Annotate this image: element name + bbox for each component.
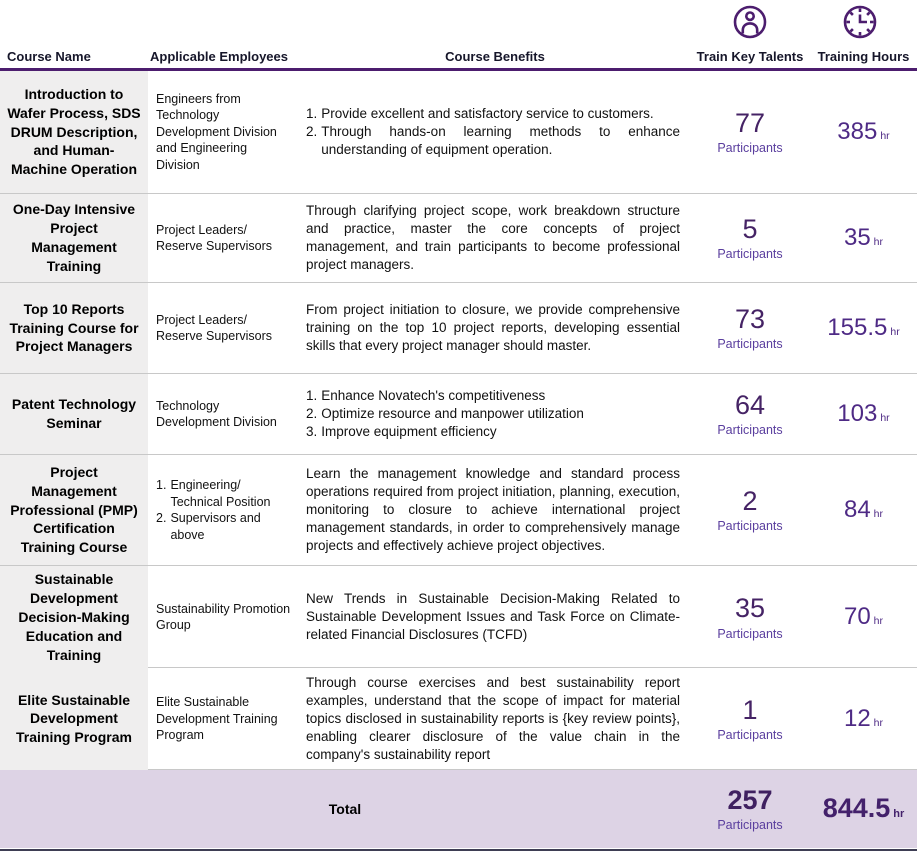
course-name-cell (0, 374, 148, 454)
participants-cell (690, 194, 810, 282)
total-hours-cell (810, 770, 917, 848)
course-name: Project Management Professional (PMP) Certification Training Course (10, 463, 138, 556)
course-name: Sustainable Development Decision-Making Education and Training (18, 571, 130, 663)
hours-group (844, 225, 883, 251)
table-row (0, 566, 917, 668)
person-icon (732, 4, 768, 40)
hours-unit: hr (890, 325, 900, 338)
participants-value: 73 (734, 303, 766, 334)
hours-group (844, 604, 883, 630)
training-hours-cell (810, 374, 917, 454)
applicable-employees-cell (148, 668, 300, 770)
participants-value: 64 (734, 389, 766, 420)
hours-value: 103 (837, 399, 878, 427)
hours-unit: hr (880, 129, 890, 142)
text-block: Engineers from Technology Development Division and Engineering Division (156, 91, 277, 172)
course-name-cell (0, 566, 148, 668)
participants-label: Participants (717, 247, 783, 262)
course-benefits-cell (300, 194, 690, 282)
hours-unit: hr (873, 235, 884, 248)
course-benefits-cell (300, 566, 690, 668)
column-header-applicable-employees: Applicable Employees (150, 48, 288, 64)
training-hours-cell (810, 455, 917, 565)
course-name: Patent Technology Seminar (11, 396, 137, 431)
applicable-employees-cell (148, 194, 300, 282)
participants-cell (690, 283, 810, 373)
course-name-cell (0, 283, 148, 373)
text-block: Through clarifying project scope, work breakdown structure and practice, master the core concepts of project management, and train participants to become professional project managers. (306, 203, 680, 272)
participants-label: Participants (717, 728, 783, 743)
hours-unit: hr (873, 507, 884, 520)
hours-unit: hr (880, 411, 890, 424)
course-benefits-cell (300, 455, 690, 565)
applicable-employees-cell (148, 374, 300, 454)
column-header-training-hours: Training Hours (817, 48, 910, 64)
total-label: Total (328, 801, 362, 817)
course-name-cell (0, 194, 148, 282)
hours-unit: hr (873, 615, 884, 628)
participants-value: 2 (742, 485, 758, 516)
table-body (0, 71, 917, 770)
total-row (0, 770, 917, 848)
column-header-train-key-talents: Train Key Talents (696, 48, 804, 64)
numbered-item: 1. Enhance Novatech's competitiveness (306, 388, 546, 404)
training-hours-cell (810, 566, 917, 668)
participants-cell (690, 455, 810, 565)
participants-label: Participants (717, 337, 783, 352)
text-block: Technology Development Division (156, 398, 277, 429)
table-row (0, 283, 917, 374)
participants-cell (690, 71, 810, 193)
participants-value: 77 (734, 107, 766, 138)
hours-group (827, 315, 899, 341)
participants-value: 35 (734, 592, 766, 623)
total-hours-group (823, 794, 905, 824)
numbered-item: 1. Provide excellent and satisfactory service to customers. (306, 106, 654, 122)
participants-label: Participants (717, 423, 783, 438)
numbered-item: 3. Improve equipment efficiency (306, 423, 497, 439)
applicable-employees-cell (148, 283, 300, 373)
hours-value: 35 (843, 223, 871, 251)
text-block: Sustainability Promotion Group (156, 601, 291, 633)
total-hours-unit: hr (893, 808, 905, 821)
text-block: New Trends in Sustainable Decision-Making Related to Sustainable Development Issues and Task Force on Climate-related Financial Disclosures (TCFD) (306, 591, 680, 643)
hours-value: 155.5 (827, 313, 888, 341)
hours-value: 84 (843, 495, 871, 523)
course-name: Top 10 Reports Training Course for Project Managers (9, 300, 139, 355)
course-benefits-cell (300, 374, 690, 454)
course-name-cell (0, 455, 148, 565)
training-hours-cell (810, 194, 917, 282)
course-name: Elite Sustainable Development Training Program (16, 691, 132, 746)
course-name-cell (0, 668, 148, 770)
hours-value: 70 (843, 603, 871, 631)
total-participants-cell (690, 770, 810, 848)
table-row (0, 374, 917, 455)
hours-group (837, 119, 889, 145)
table-row (0, 455, 917, 566)
column-header-course-benefits: Course Benefits (445, 48, 545, 64)
hours-group (844, 706, 883, 732)
training-hours-cell (810, 71, 917, 193)
participants-label: Participants (717, 626, 783, 641)
hours-unit: hr (873, 716, 884, 729)
table-row (0, 668, 917, 770)
column-header-course-name: Course Name (7, 48, 91, 64)
text-block: Project Leaders/ Reserve Supervisors (156, 222, 273, 253)
participants-label: Participants (717, 141, 783, 156)
text-block: Project Leaders/ Reserve Supervisors (156, 312, 273, 343)
header-icon-band (0, 0, 917, 44)
training-hours-cell (810, 668, 917, 770)
numbered-item: 1. Engineering/ Technical Position (156, 478, 271, 509)
training-hours-cell (810, 283, 917, 373)
participants-value: 5 (742, 213, 758, 244)
hours-value: 12 (843, 704, 871, 732)
course-name: Introduction to Wafer Process, SDS DRUM Description, and Human-Machine Operation (7, 85, 141, 178)
table-row (0, 194, 917, 283)
participants-value: 1 (742, 694, 758, 725)
text-block: From project initiation to closure, we provide comprehensive training on the top 10 project reports, developing essential skills that every project manager should master. (306, 302, 680, 353)
hours-value: 385 (837, 117, 878, 145)
participants-cell (690, 374, 810, 454)
text-block: Through course exercises and best sustainability report examples, understand that the scope of impact for material topics disclosed in sustainability reports is {key review points}, enabling clearer disclosure of the value chain in the company's sustainability report (306, 675, 680, 762)
text-block: Learn the management knowledge and standard process operations required from project initiation, planning, execution, monitoring to closure to achieve international project management standards, in order to comprehensively manage projects and effectively achieve project objectives. (306, 466, 680, 553)
participants-cell (690, 566, 810, 668)
course-benefits-cell (300, 668, 690, 770)
applicable-employees-cell (148, 566, 300, 668)
clock-icon (842, 4, 878, 40)
course-benefits-cell (300, 71, 690, 193)
total-participants-label: Participants (717, 818, 783, 833)
participants-cell (690, 668, 810, 770)
numbered-item: 2. Through hands-on learning methods to enhance understanding of equipment operation. (306, 124, 680, 157)
course-name: One-Day Intensive Project Management Training (12, 201, 136, 274)
total-hours-value: 844.5 (822, 793, 891, 824)
applicable-employees-cell (148, 455, 300, 565)
table-header-row (0, 44, 917, 68)
total-label-cell (0, 770, 690, 848)
participants-label: Participants (717, 519, 783, 534)
table-row (0, 71, 917, 194)
course-benefits-cell (300, 283, 690, 373)
hours-group (844, 497, 883, 523)
course-name-cell (0, 71, 148, 193)
applicable-employees-cell (148, 71, 300, 193)
numbered-item: 2. Supervisors and above (156, 511, 261, 542)
hours-group (837, 401, 889, 427)
bottom-border-line (0, 849, 917, 851)
total-participants-value: 257 (727, 784, 773, 815)
text-block: Elite Sustainable Development Training Program (156, 695, 278, 743)
numbered-item: 2. Optimize resource and manpower utilization (306, 406, 584, 422)
